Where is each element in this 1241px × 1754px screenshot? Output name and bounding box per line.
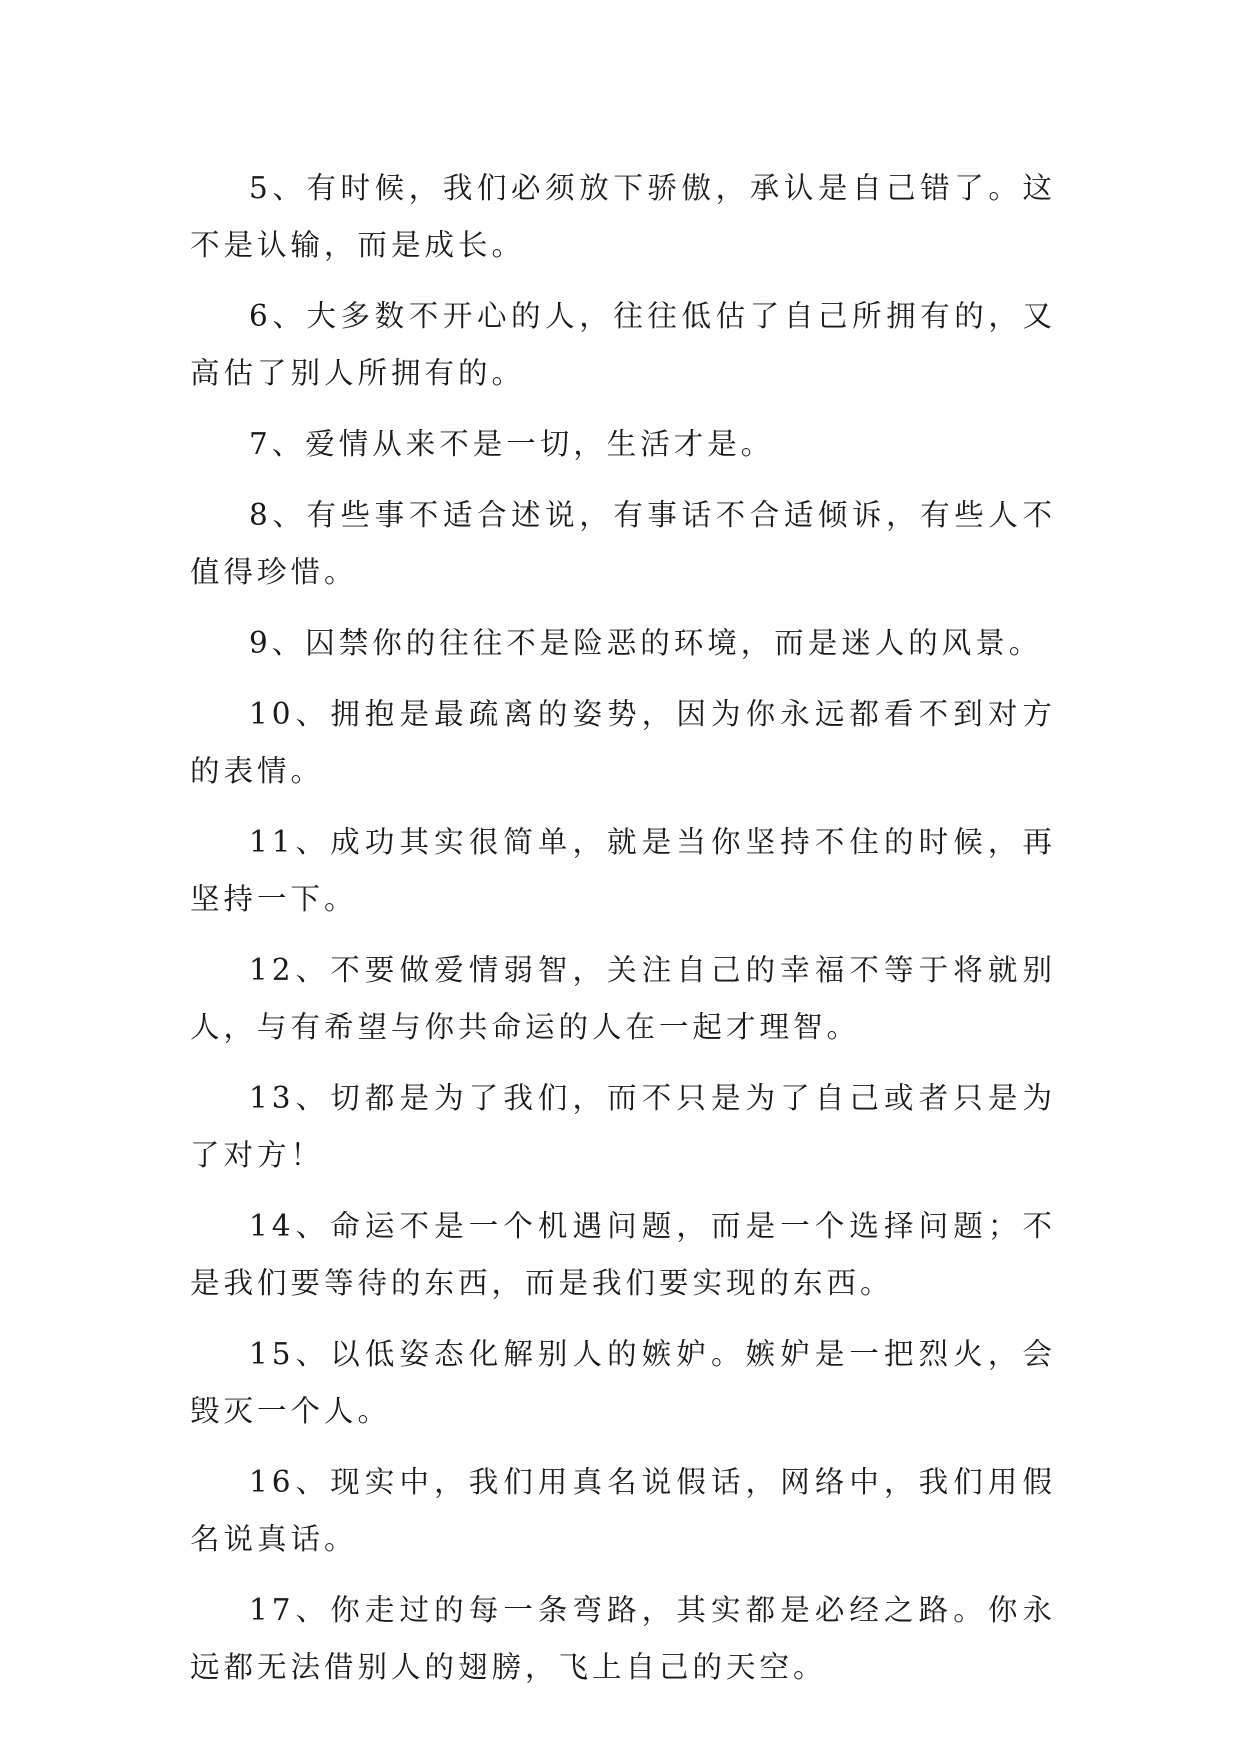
document-body bbox=[190, 160, 1056, 1710]
paragraph-7: 7、爱情从来不是一切，生活才是。 bbox=[249, 427, 775, 461]
paragraph-6: 6、大多数不开心的人，往往低估了自己所拥有的，又高估了别人所拥有的。 bbox=[190, 299, 1056, 390]
paragraph-10: 10、拥抱是最疏离的姿势，因为你永远都看不到对方的表情。 bbox=[190, 697, 1056, 788]
paragraph-13: 13、切都是为了我们，而不只是为了自己或者只是为了对方！ bbox=[190, 1081, 1056, 1172]
paragraph-12: 12、不要做爱情弱智，关注自己的幸福不等于将就别人，与有希望与你共命运的人在一起才理智。 bbox=[190, 953, 1056, 1044]
paragraph-5: 5、有时候，我们必须放下骄傲，承认是自己错了。这不是认输，而是成长。 bbox=[190, 171, 1056, 262]
paragraph-15: 15、以低姿态化解别人的嫉妒。嫉妒是一把烈火，会毁灭一个人。 bbox=[190, 1337, 1056, 1428]
paragraph-17: 17、你走过的每一条弯路，其实都是必经之路。你永远都无法借别人的翅膀，飞上自己的天空。 bbox=[190, 1593, 1056, 1684]
paragraph-8: 8、有些事不适合述说，有事话不合适倾诉，有些人不值得珍惜。 bbox=[190, 498, 1056, 589]
paragraph-9: 9、囚禁你的往往不是险恶的环境，而是迷人的风景。 bbox=[249, 626, 1043, 660]
paragraph-11: 11、成功其实很简单，就是当你坚持不住的时候，再坚持一下。 bbox=[190, 825, 1056, 916]
paragraph-14: 14、命运不是一个机遇问题，而是一个选择问题；不是我们要等待的东西，而是我们要实现的东西。 bbox=[190, 1209, 1056, 1300]
paragraph-16: 16、现实中，我们用真名说假话，网络中，我们用假名说真话。 bbox=[190, 1465, 1056, 1556]
